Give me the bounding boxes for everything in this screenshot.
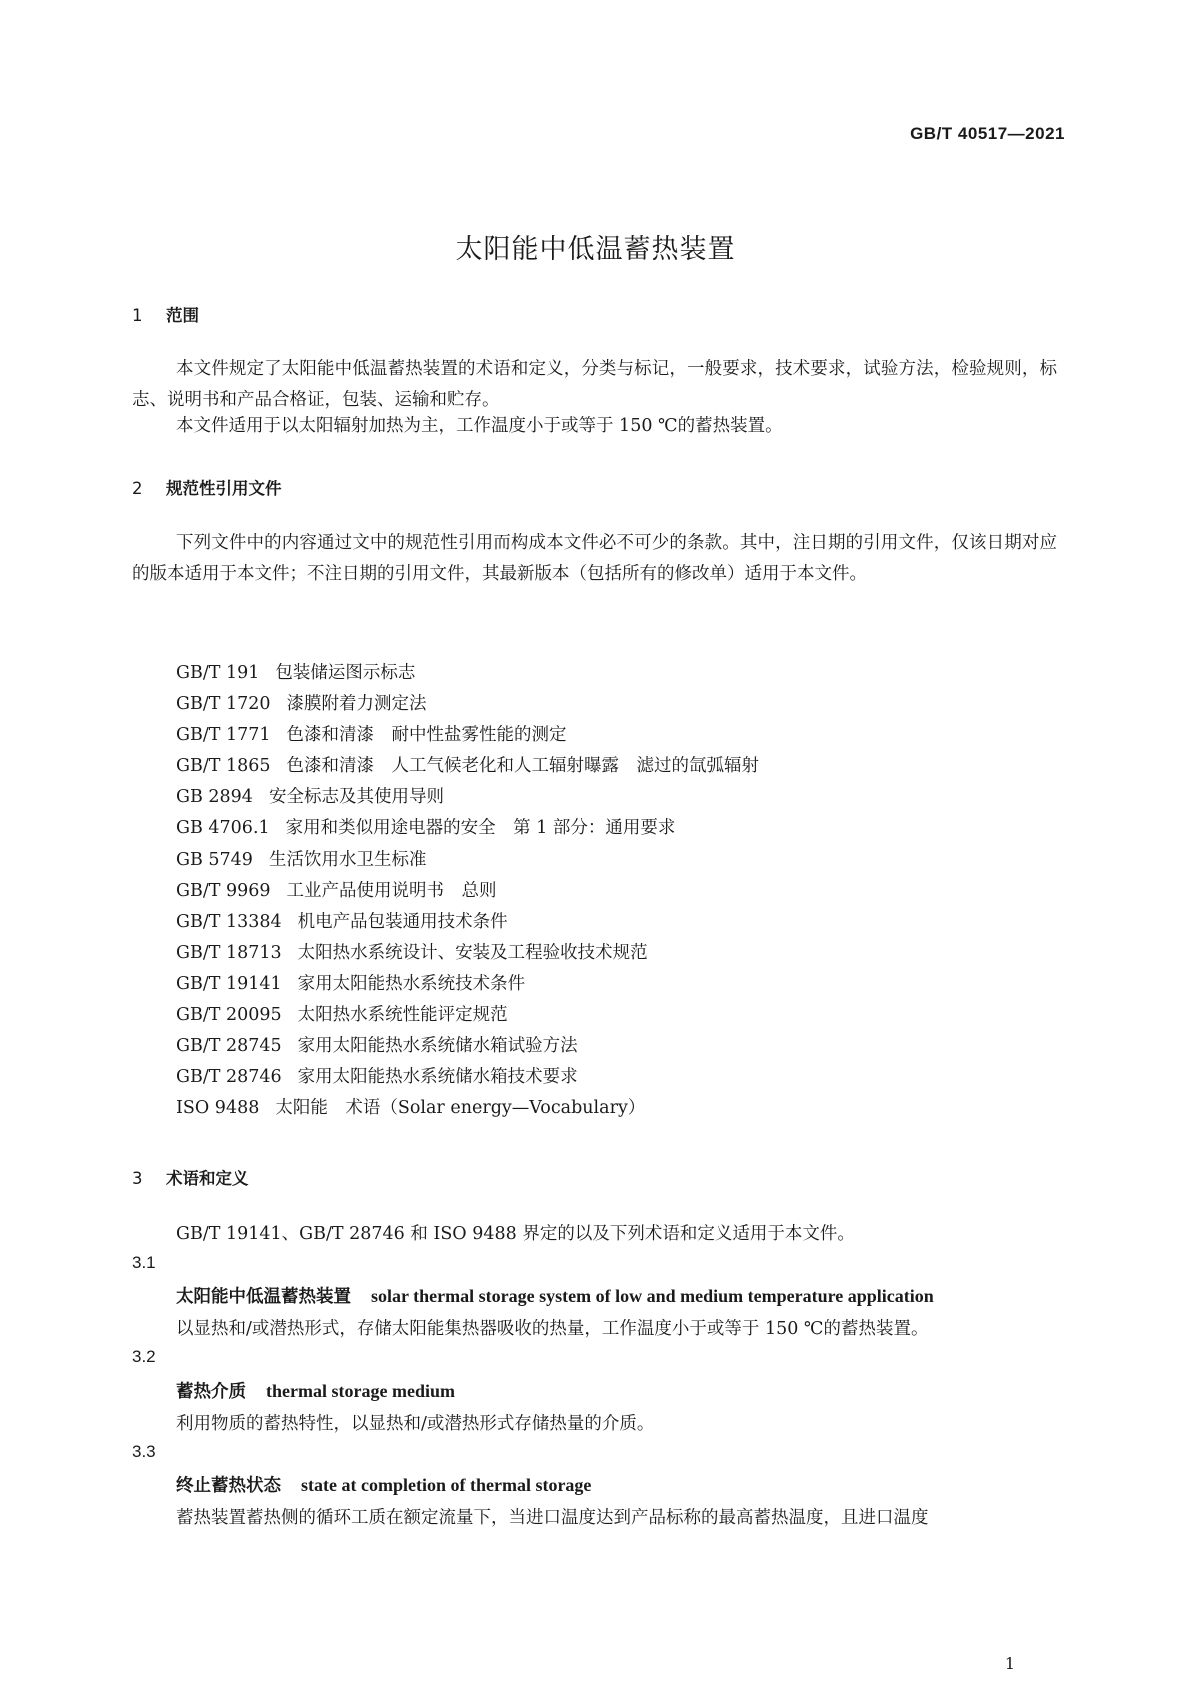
section-3-heading (132, 1165, 249, 1189)
page-number: 1 (1004, 1654, 1015, 1673)
term-english: solar thermal storage system of low and medium temperature application (371, 1286, 934, 1306)
section-1-number: 1 (132, 306, 143, 325)
term-number: 3.3 (132, 1442, 156, 1461)
reference-item: GB/T 1720 漆膜附着力测定法 (176, 694, 427, 715)
section-3-title: 术语和定义 (166, 1169, 249, 1188)
term-english: state at completion of thermal storage (301, 1475, 592, 1495)
reference-item: GB/T 20095 太阳热水系统性能评定规范 (176, 1005, 508, 1026)
section-1-heading (132, 302, 199, 326)
reference-item: GB/T 191 包装储运图示标志 (176, 663, 416, 683)
document-title: 太阳能中低温蓄热装置 (455, 234, 736, 265)
term-chinese: 蓄热介质 (176, 1382, 246, 1402)
section-3-intro: GB/T 19141、GB/T 28746 和 ISO 9488 界定的以及下列术语和定义适用于本文件。 (176, 1224, 855, 1244)
term-definition: 利用物质的蓄热特性，以显热和/或潜热形式存储热量的介质。 (176, 1414, 655, 1434)
term-number: 3.1 (132, 1253, 156, 1272)
term-chinese: 终止蓄热状态 (176, 1476, 281, 1496)
reference-item: GB/T 9969 工业产品使用说明书 总则 (176, 880, 497, 901)
reference-item: GB/T 28746 家用太阳能热水系统储水箱技术要求 (176, 1067, 578, 1088)
reference-item: GB/T 18713 太阳热水系统设计、安装及工程验收技术规范 (176, 942, 648, 963)
section-2-heading (132, 475, 282, 499)
section-1-paragraph-2: 本文件适用于以太阳辐射加热为主，工作温度小于或等于 150 ℃的蓄热装置。 (176, 416, 783, 436)
standard-number: GB/T 40517—2021 (910, 124, 1065, 143)
reference-item: GB/T 13384 机电产品包装通用技术条件 (176, 911, 508, 932)
term-definition: 以显热和/或潜热形式，存储太阳能集热器吸收的热量，工作温度小于或等于 150 ℃的蓄热装置。 (176, 1319, 929, 1339)
section-2-number: 2 (132, 479, 143, 498)
section-2-title: 规范性引用文件 (166, 479, 282, 498)
section-3-number: 3 (132, 1169, 143, 1188)
term-number: 3.2 (132, 1347, 156, 1366)
term-definition: 蓄热装置蓄热侧的循环工质在额定流量下，当进口温度达到产品标称的最高蓄热温度，且进口温度 (176, 1508, 929, 1528)
reference-item: GB/T 19141 家用太阳能热水系统技术条件 (176, 973, 526, 994)
reference-item: ISO 9488 太阳能 术语（Solar energy—Vocabulary） (176, 1098, 646, 1119)
term-english: thermal storage medium (266, 1381, 455, 1401)
reference-item: GB/T 28745 家用太阳能热水系统储水箱试验方法 (176, 1036, 578, 1057)
reference-item: GB 2894 安全标志及其使用导则 (176, 787, 444, 808)
section-1-title: 范围 (166, 306, 199, 325)
term-heading (176, 1472, 591, 1497)
reference-item: GB 4706.1 家用和类似用途电器的安全 第 1 部分：通用要求 (176, 818, 676, 839)
term-heading (176, 1283, 934, 1308)
reference-item: GB 5749 生活饮用水卫生标准 (176, 849, 427, 870)
term-chinese: 太阳能中低温蓄热装置 (176, 1287, 351, 1307)
term-heading (176, 1378, 455, 1403)
reference-item: GB/T 1865 色漆和清漆 人工气候老化和人工辐射曝露 滤过的氙弧辐射 (176, 756, 760, 777)
section-1-paragraph-1: 本文件规定了太阳能中低温蓄热装置的术语和定义，分类与标记，一般要求，技术要求，试验方法，检验规则，标志、说明书和产品合格证，包装、运输和贮存。 (132, 359, 1057, 410)
normative-reference-list (176, 658, 759, 1124)
reference-item: GB/T 1771 色漆和清漆 耐中性盐雾性能的测定 (176, 725, 567, 746)
section-2-intro: 下列文件中的内容通过文中的规范性引用而构成本文件必不可少的条款。其中，注日期的引用文件，仅该日期对应的版本适用于本文件；不注日期的引用文件，其最新版本（包括所有的修改单）适用于本文件。 (132, 533, 1057, 584)
